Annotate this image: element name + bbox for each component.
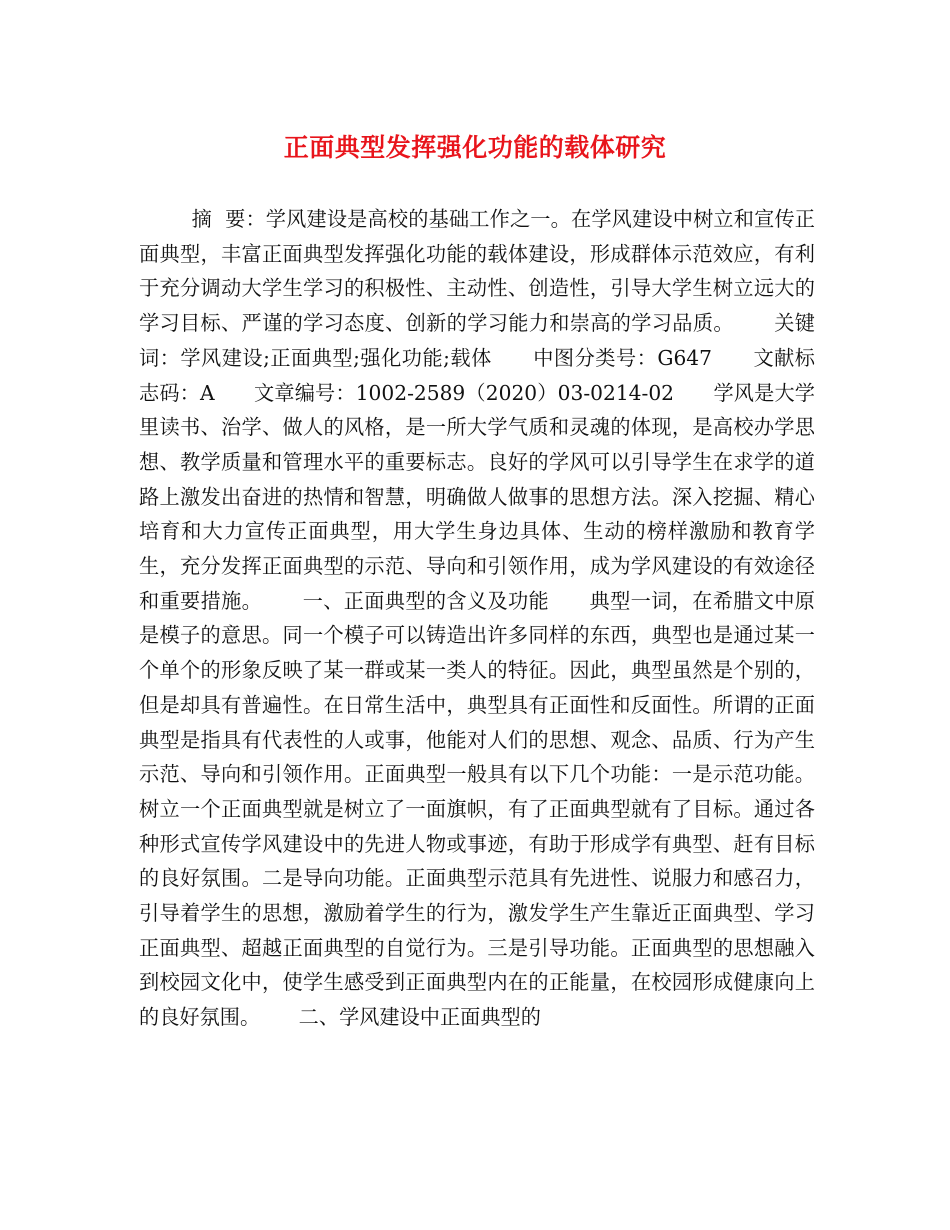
body-paragraph: 摘 要：学风建设是高校的基础工作之一。在学风建设中树立和宣传正面典型，丰富正面典型发挥强化功能的载体建设，形成群体示范效应，有利于充分调动大学生学习的积极性、主动性、创造性，引导大学生树立远大的学习目标、严谨的学习态度、创新的学习能力和崇高的学习品质。 关键词：学风建设;正面典型;强化功能;载体 中图分类号：G647 文献标志码：A 文章编号：1002-2589（2020）03-0214-02 学风是大学里读书、治学、做人的风格，是一所大学气质和灵魂的体现，是高校办学思想、教学质量和管理水平的重要标志。良好的学风可以引导学生在求学的道路上激发出奋进的热情和智慧，明确做人做事的思想方法。深入挖掘、精心培育和大力宣传正面典型，用大学生身边具体、生动的榜样激励和教育学生，充分发挥正面典型的示范、导向和引领作用，成为学风建设的有效途径和重要措施。 一、正面典型的含义及功能 典型一词，在希腊文中原是模子的意思。同一个模子可以铸造出许多同样的东西，典型也是通过某一个单个的形象反映了某一群或某一类人的特征。因此，典型虽然是个别的，但是却具有普遍性。在日常生活中，典型具有正面性和反面性。所谓的正面典型是指具有代表性的人或事，他能对人们的思想、观念、品质、行为产生示范、导向和引领作用。正面典型一般具有以下几个功能：一是示范功能。树立一个正面典型就是树立了一面旗帜，有了正面典型就有了目标。通过各种形式宣传学风建设中的先进人物或事迹，有助于形成学有典型、赶有目标的良好氛围。二是导向功能。正面典型示范具有先进性、说服力和感召力，引导着学生的思想，激励着学生的行为，激发学生产生靠近正面典型、学习正面典型、超越正面典型的自觉行为。三是引导功能。正面典型的思想融入到校园文化中，使学生感受到正面典型内在的正能量，在校园形成健康向上的良好氛围。 二、学风建设中正面典型的 [139,207,815,1030]
document-body [139,202,815,1035]
document-title: 正面典型发挥强化功能的载体研究 [283,133,667,162]
